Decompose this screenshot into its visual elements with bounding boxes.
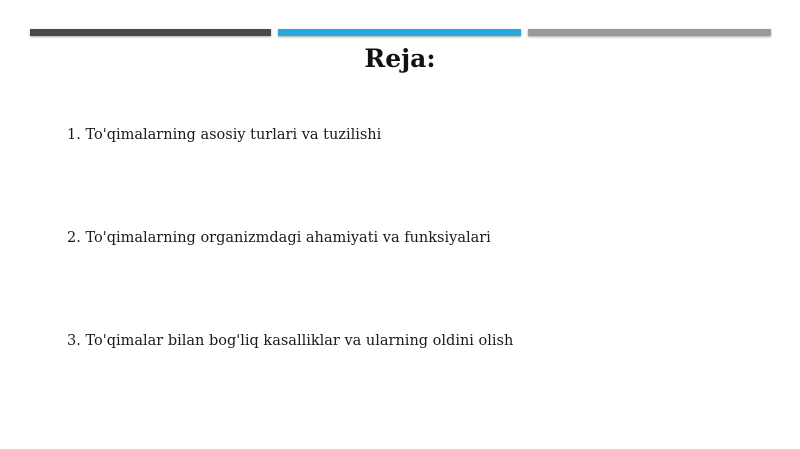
- list-item: 3. To'qimalar bilan bog'liq kasalliklar va ularning oldini olish: [67, 333, 514, 349]
- blue-bar: [278, 29, 521, 36]
- top-decoration-bars: [30, 29, 771, 37]
- list-item: 1. To'qimalarning asosiy turlari va tuzilishi: [67, 127, 382, 143]
- list-item: 2. To'qimalarning organizmdagi ahamiyati va funksiyalari: [67, 230, 491, 246]
- light-gray-bar: [528, 29, 771, 36]
- dark-gray-bar: [30, 29, 271, 36]
- slide-title: Reja:: [364, 44, 436, 73]
